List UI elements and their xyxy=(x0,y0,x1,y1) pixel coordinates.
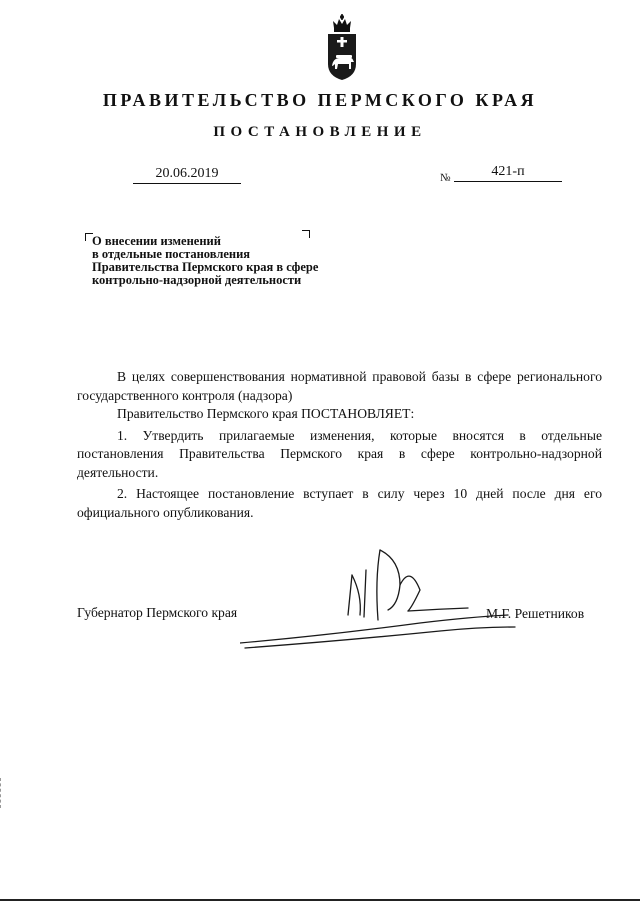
coat-of-arms-icon xyxy=(322,14,362,82)
signer-position: Губернатор Пермского края xyxy=(77,605,238,620)
body-paragraph: 2. Настоящее постановление вступает в силу через 10 дней после дня его официального опубликования. xyxy=(77,486,602,520)
document-date: 20.06.2019 xyxy=(133,166,241,184)
document-type-title: ПОСТАНОВЛЕНИЕ xyxy=(213,124,427,140)
document-subject xyxy=(92,235,392,287)
subject-line: контрольно-надзорной деятельности xyxy=(92,273,302,287)
signer-name: М.Г. Решетников xyxy=(486,606,585,621)
subject-line: О внесении изменений xyxy=(92,234,221,248)
subject-line: в отдельные постановления xyxy=(92,247,251,261)
number-sign: № xyxy=(440,172,451,184)
organization-title: ПРАВИТЕЛЬСТВО ПЕРМСКОГО КРАЯ xyxy=(102,90,538,110)
page-bottom-edge xyxy=(0,899,640,901)
scan-margin-mark xyxy=(0,778,3,808)
body-paragraph: В целях совершенствования нормативной правовой базы в сфере регионального государственного контроля (надзора) xyxy=(77,369,602,403)
subject-line: Правительства Пермского края в сфере xyxy=(92,260,319,274)
body-paragraph: 1. Утвердить прилагаемые изменения, которые вносятся в отдельные постановления Правительства Пермского края в сфере контрольно-надзорной деятельности. xyxy=(77,427,602,480)
document-body xyxy=(77,368,602,522)
document-number: 421-п xyxy=(454,164,562,182)
body-paragraph: Правительство Пермского края ПОСТАНОВЛЯЕТ: xyxy=(117,406,415,421)
handwritten-signature xyxy=(240,545,530,650)
